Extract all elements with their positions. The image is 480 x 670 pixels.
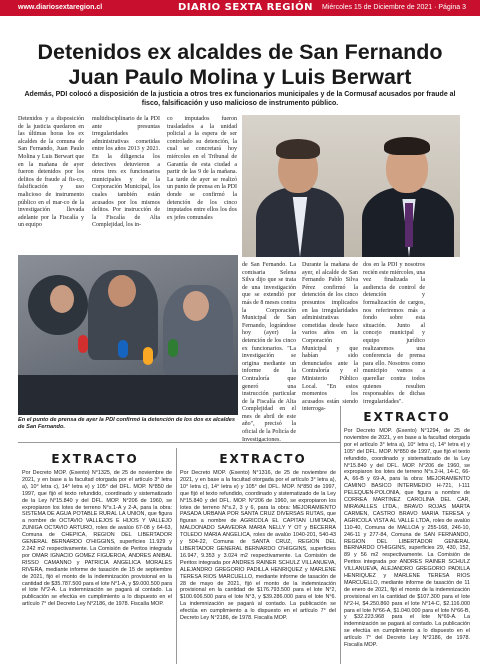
site-url[interactable]: www.diariosextaregion.cl: [18, 4, 103, 11]
body-text: multidisciplinario de la PDI ante presuntas irregularidades administrativas cometidas entre los años 2013 y 2021. En la diligencia los detectives detuvieron a otros tres ex funcionarios municipales y de la Corporación Municipal, los cuales también están acusados por los mismos delitos. Por instrucción de la Fiscalía de Alta Complejidad, los in-: [92, 116, 160, 229]
portrait-left: [248, 115, 348, 257]
divider: [340, 406, 341, 664]
masthead-bar: [0, 0, 480, 16]
photo-caption: En el punto de prensa de ayer la PDI confirmó la detención de los dos ex alcaldes de San Fernando.: [18, 417, 235, 430]
press-conference-photo: [18, 255, 238, 415]
extracto-title-left: EXTRACTO: [51, 452, 139, 466]
issue-date: Miércoles 15 de Diciembre de 2021 · Página 3: [322, 4, 466, 11]
article-column-2: [92, 116, 160, 230]
divider: [18, 442, 340, 443]
article-column-3: [167, 116, 237, 222]
newspaper-name: DIARIO SEXTA REGIÓN: [178, 2, 314, 13]
body-text: dos en la PDI y nosotros recién este miércoles, una vez finalizada la audiencia de control de detención y formalización de cargos, nos referiremos más a fondo sobre esta situación. Junto al concejo municipal y equipo jurídico realizaremos una conferencia de prensa para ello. Nosotros como municipio vamos a querellar contra todos quienes resulten responsables de dichas irregularidades".: [363, 262, 425, 405]
body-text: de San Fernando. La comisaria Selena Silva dijo que se trata de una investigación que se extendió por más de 8 meses contra la Corporación Municipal de San Fernando, lográndose hoy (ayer) la detención de los cinco ex funcionarios. "La investigación se origina mediante un informe de la Contraloría que generó una instrucción particular de la Fiscalía de Alta Complejidad en el mes de abril de este año", precisó la oficial de la Policía de Investigaciones.: [242, 262, 296, 443]
article-subheadline: Además, PDI colocó a disposición de la justicia a otros tres ex funcionarios municipales y de la Cormusaf acusados por fraude al fisco, falsificación y uso malicioso de instrumento público.: [24, 91, 456, 107]
extracto-notice-2: Por Decreto MOP. (Exento) N°1316, de 25 de noviembre de 2021, y en base a la facultad otorgada por el artículo 3° letra a), 10° letra c), 14° letra e) y 105° del DFL. MOP. N°850 de 1997, que fijó el texto refundido, coordinado y sistematizado de la Ley N°15.840 y del DFL. MOP. N°206 de 1960, se expropiaron los lotes de terreno N°s.2, 3 y 6, para la obra: MEJORAMIENTO PASADA URBANA POR SANTA CRUZ DIVERSAS RUTAS, que figuran a nombre de AGRICOLA EL CAPITAN LIMITADA, MALDONADO SAAVEDRA MARIA NELLY Y OT y BECERRA TOLEDO MARIA ANGELICA, roles de avalúo 1040-201, 540-43 y 504-22, Comuna de SANTA CRUZ, REGION DEL LIBERTADOR GENERAL BERNARDO O'HIGGINS, superficies 16.947, 9.353 y 3.024 m2 respectivamente. La Comisión de Peritos integrada por ANDRES RAINER SCHULZ VILLANUEVA, ALEJANDRO GREGORIO PADILLA HENRIQUEZ y MARLENE TERESA RIOS MARCUELLO, mediante informe de tasación de 28 de mayo de 2021, fijó el monto de la indemnización provisional en la cantidad de $176.793.500 para el lote N°2, $100.606.500 para el lote N°3, y $39.286.000 para el lote N°6. La indemnización se pagará al contado. La publicación se efectúa en cumplimiento a lo dispuesto en el artículo 7° del Decreto Ley N°2186, de 1978. Fiscalía MOP.: [180, 470, 336, 622]
extracto-title-right: EXTRACTO: [363, 410, 451, 424]
article-column-4: [242, 262, 296, 444]
article-column-5: [302, 262, 358, 414]
headline-line-1: Detenidos ex alcaldes de San Fernando: [37, 40, 443, 64]
article-column-6: [363, 262, 425, 406]
body-text: Durante la mañana de ayer, el alcalde de San Fernando Pablo Silva Pérez confirmó la detención de los cinco presuntos implicados en las irregularidades administrativas cometidas desde hace varios años en la Corporación Municipal y que habían sido denunciados ante la Contraloría y el Ministerio Público Local. "En estos momentos los acusados están siendo interroga-: [302, 262, 358, 413]
extracto-title-middle: EXTRACTO: [219, 452, 307, 466]
body-text: Detenidos y a disposición de la justicia quedaron en las últimas horas los ex alcaldes de la comuna de San Fernando, Juan Paulo Molina y Luis Berwart que en la mañana de ayer fueron detenidos por los delitos de fraude al fis-co, falsificación y uso malicioso de instrumento público en el mar-co de la investigación llevada adelante por la Fiscalía y un equipo: [18, 116, 84, 229]
body-text: co imputados fueron trasladados a la unidad policial a la espera de ser controlado su detención, la cual se concretará hoy miércoles en el Tribunal de Garantía de esta ciudad a partir de las 9 de la mañana. La tarde de ayer se realizó un punto de prensa en la PDI donde se confirmó la detención de los cinco imputados entre ellos los dos ex jefes comunales: [167, 116, 237, 221]
extracto-notice-1: Por Decreto MOP. (Exento) N°1325, de 25 de noviembre de 2021, y en base a la facultad otorgada por el artículo 3° letra a), 10° letra c), 14° letra e) y 105° del DFL. MOP. N°850 de 1997, que fijó el texto refundido, coordinado y sistematizado de la Ley N°15.840 y del DFL. MOP. N°206 de 1960, se expropiaron los lotes de terreno N°s.1-A y 2-A, para la obra: SISTEMA DE AGUA POTABLE RURAL LA UNION, que figura a nombre de OCTAVIO VALLEJOS E HIJOS Y VALLEJO ZUNIGA OCTAVIO ARTURO, roles de avalúo 67-08 y 64-63, Comuna de CHEPICA, REGION DEL LIBERTADOR GENERAL BERNARDO O'HIGGINS, superficies 11.929 y 2.242 m2 respectivamente. La Comisión de Peritos integrada por OMAR IGNACIO GOMEZ FIGUEROA, ANDRES ANIBAL RISSO CAMANNO y PATRICIA ANGELICA MORALES RIVERA, mediante informe de tasación de 15 de septiembre de 2021, fijó el monto de la indemnización provisional en la cantidad de $35.787.500 para el lote N°1-A, y $9.000.500 para el lote N°2-A. La indemnización se pagará al contado. La publicación se efectúa en cumplimiento a lo dispuesto en el artículo 7° del Decreto Ley N°2186, de 1978. Fiscalía MOP.: [22, 470, 172, 608]
portrait-photo-ex-mayors: [242, 115, 460, 257]
portrait-right: [354, 115, 458, 257]
article-headline: [12, 40, 468, 90]
divider: [176, 448, 177, 664]
article-column-1: [18, 116, 84, 230]
headline-line-2: Juan Paulo Molina y Luis Berwart: [68, 65, 412, 89]
extracto-notice-3: Por Decreto MOP. (Exento) N°1294, de 25 de noviembre de 2021, y en base a la facultad otorgada por el artículo 3° letra a), 10° letra c), 14° letra e) y 105° del DFL. MOP. N°850 de 1997, que fijó el texto refundido, coordinado y sistematizado de la Ley N°15.840 y del DFL. MOP. N°206 de 1960, se expropiaron los lotes de terreno N°s.2-H, 14-C, 66-A, 66-B y 69-A, para la obra: MEJORAMIENTO CAMINO BASICO INTERMEDIO H-721, I-111 PELEQUEN-POLONIA, que figura a nombre de CORREA MARTINEZ CAROLINA DEL CAR, MIRAVALLES LTDA., BRAVO ROJAS MARTA CARMEN, CASTRO BRAVO MARIA TERESA y AGRICOLA VISTA AL VALLE LTDA, roles de avalúo 110-40, Comuna de MALLOA y 255-168, 246-10, 246-11 y 277-84, Comuna de SAN FERNANDO, REGION DEL LIBERTADOR GENERAL BERNARDO O'HIGGINS, superficies 29, 430, 152, 89 y 56 m2 respectivamente. La Comisión de Peritos integrada por ANDRES RAINER SCHULZ VILLANUEVA, ALEJANDRO GREGORIO PADILLA HENRIQUEZ y MARLENE TERESA RIOS MARCUELLO, mediante informe de tasación de 11 de enero de 2021, fijó el monto de la indemnización provisional en la cantidad de $107.300 para el lote N°2-H, $4.250.860 para el lote N°14-C, $2.116.000 para el lote N°66-A, $1.040.000 para el lote N°66-B, y $32.223.968 para el lote N°69-A. La indemnización se pagará al contado. La publicación se efectúa en cumplimiento a lo dispuesto en el artículo 7° del Decreto Ley N°2186, de 1978. Fiscalía MOP.: [344, 428, 470, 649]
